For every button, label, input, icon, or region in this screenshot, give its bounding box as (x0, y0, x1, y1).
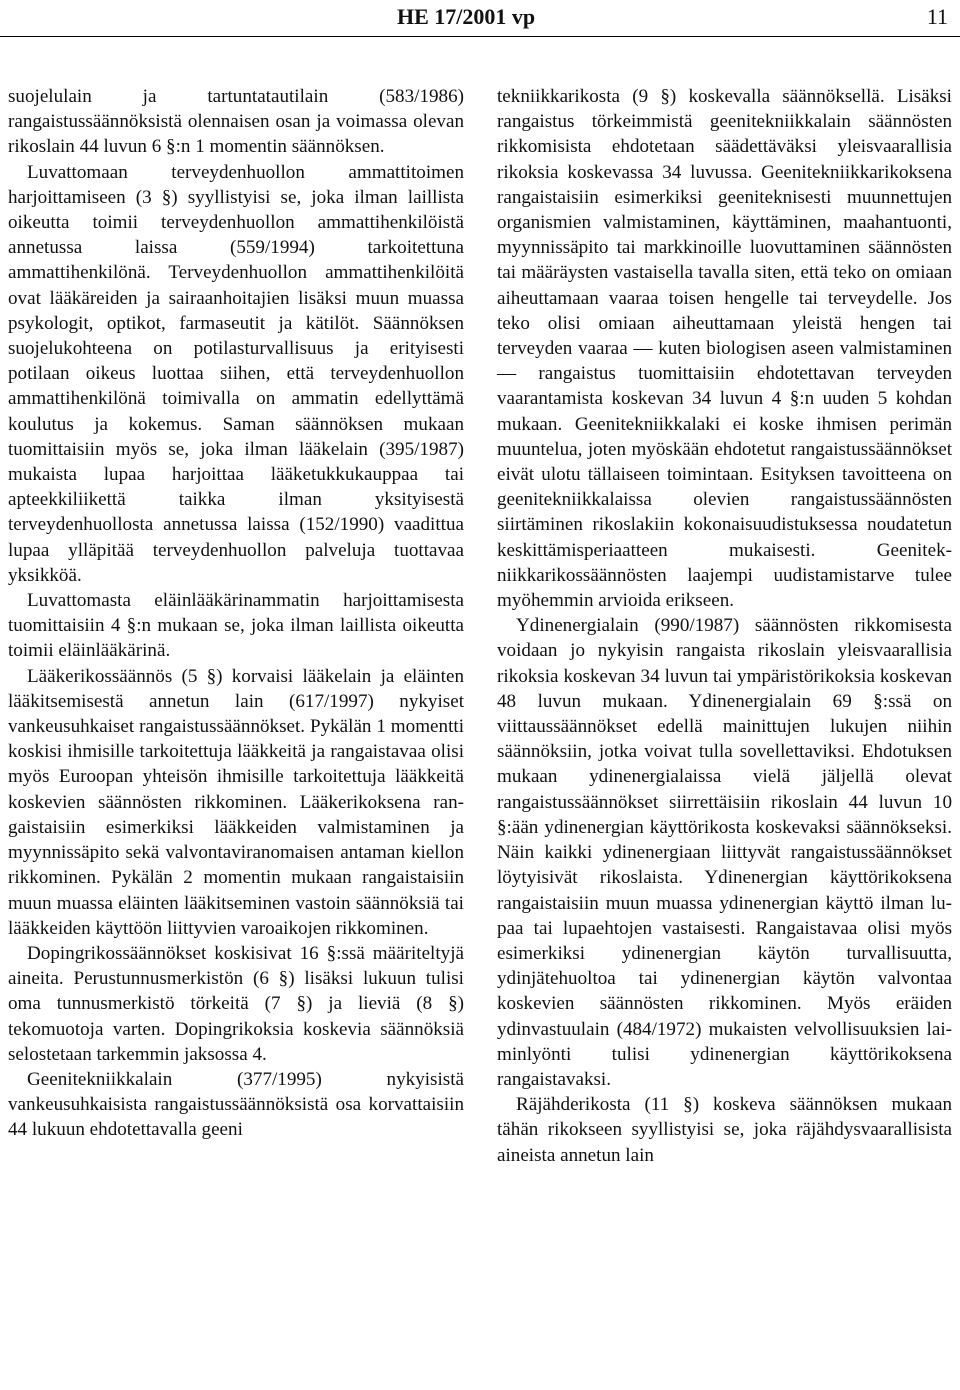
paragraph: Lääkerikossäännös (5 §) korvaisi lääkelain ja eläinten lääkitsemisestä annetun lain (617/1997) nykyiset vankeusuhkaiset rangaistussäännökset. Pykälän 1 momentti koskisi ihmisille tarkoitettuja lääkkeitä ja rangaistavaa olisi myös Euroopan yhteisön ihmisille tarkoitettuja lääkkeitä koskevien säännösten rikkominen. Lääkerikoksena rangaistaisiin esimerkiksi lääkkeiden valmistaminen ja myynnissäpito sekä valvontaviranomaisen antaman kiellon rikkominen. Pykälän 2 momentin mukaan rangaistaisiin muun muassa eläinten lääkitseminen vastoin säännöksiä tai lääkkeiden käyttöön liittyvien varoaikojen rikkominen. (8, 665, 464, 939)
left-column (8, 84, 464, 1143)
paragraph: suojelulain ja tartuntatautilain (583/1986) rangaistussäännöksistä olennaisen osan ja voimassa olevan rikoslain 44 luvun 6 §:n 1 momentin säännöksen. (8, 86, 464, 158)
right-column (497, 84, 952, 1168)
paragraph: Geenitekniikkalain (377/1995) nykyisistä vankeusuhkaisista rangaistussäännöksistä osa korvattaisiin 44 lukuun ehdotettavalla geeni (8, 1068, 464, 1141)
paragraph: Luvattomasta eläinlääkärinammatin harjoittamisesta tuomittaisiin 4 §:n mukaan se, joka ilman laillista oikeutta toimii eläinlääkärinä. (8, 590, 464, 662)
page-header (0, 0, 960, 36)
paragraph: Dopingrikossäännökset koskisivat 16 §:ssä määriteltyjä aineita. Perustunnusmerkistön (6 §) lisäksi lukuun tulisi oma tunnusmerkistö törkeitä (7 §) ja lieviä (8 §) tekomuotoja varten. Dopingrikoksia koskevia säännöksiä selostetaan tarkemmin jaksossa 4. (8, 942, 464, 1065)
paragraph: tekniikkarikosta (9 §) koskevalla säännöksellä. Lisäksi rangaistus törkeimmistä geenitekniikkalain säännösten rikkomisista ehdotetaan säädettäväksi yleisvaarallisia rikoksia koskevassa 34 luvussa. Geenitekniikkarikoksena rangaistaisiin esimerkiksi geeniteknisesti muunnettujen organismien valmistaminen, käyttäminen, maahantuonti, myynnissäpito tai markkinoille luovuttaminen säännösten tai määräysten vastaisella tavalla siten, että teko on omiaan aiheuttamaan vaaraa toisen hengelle tai terveydelle. Jos teko olisi omiaan aiheuttamaan yleistä hengen tai terveyden vaaraa — kuten biologisen aseen valmistaminen — rangaistus tuomittaisiin ehdotettavan terveyden vaarantamista koskevan 34 luvun 4 §:n uuden 5 kohdan mukaan. Geenitekniikkalaki ei koske ihmisen perimän muuntelua, joten myöskään ehdotetut rangaistussäännökset eivät ulotu tällaiseen toimintaan. Esityksen tavoitteena on geenitekniikkalaissa olevien rangaistussäännösten siirtäminen rikoslakiin kokonaisuudistuksessa noudatetun keskittämisperiaatteen mukaisesti. Geenitekniikkarikossäännösten laajempi uudistamistarve tulee myöhemmin arvioida erikseen. (497, 86, 952, 612)
document-id: HE 17/2001 vp (397, 4, 536, 29)
header-rule (0, 36, 960, 37)
paragraph: Räjähderikosta (11 §) koskeva säännöksen mukaan tähän rikokseen syyllistyisi se, joka räjähdysvaarallisista aineista annetun lain (497, 1094, 952, 1166)
paragraph: Luvattomaan terveydenhuollon ammattitoimen harjoittamiseen (3 §) syyllistyisi se, joka ilman laillista oikeutta toimii terveydenhuollon ammattihenkilöistä annetussa laissa (559/1994) tarkoitettuna ammattihenkilönä. Terveydenhuollon ammattihenkilöitä ovat lääkäreiden ja sairaanhoitajien lisäksi muun muassa psykologit, optikot, farmaseutit ja kätilöt. Säännöksen suojelukohteena on potilasturvallisuus ja erityisesti potilaan oikeus luottaa siihen, että terveydenhuollon ammattihenkilönä toimivalla on ammatin edellyttämä koulutus ja kokemus. Saman säännöksen mukaan tuomittaisiin myös se, joka ilman lääkelain (395/1987) mukaista lupaa harjoittaa lääketukkukauppaa tai apteekkiliikettä taikka ilman yksityisestä terveydenhuollosta annetussa laissa (152/1990) vaadittua lupaa ylläpitää terveydenhuollon palveluja tuottavaa yksikköä. (8, 161, 464, 586)
page-number: 11 (926, 4, 948, 29)
paragraph: Ydinenergialain (990/1987) säännösten rikkomisesta voidaan jo nykyisin rangaista rikoslain yleisvaarallisia rikoksia koskevan 34 luvun tai ympäristörikoksia koskevan 48 luvun mukaan. Ydinenergialain 69 §:ssä on viittaussäännökset edellä mainittujen lukujen niihin säännöksiin, jotka voivat tulla sovellettaviksi. Ehdotuksen mukaan ydinenergialaissa vielä jäljellä olevat rangaistussäännökset siirrettäisiin rikoslain 44 luvun 10 §:ään ydinenergian käyttörikosta koskevaksi säännökseksi. Näin kaikki ydinenergiaan liittyvät rangaistussäännökset löytyisivät rikoslaista. Ydinenergian käyttörikoksena rangaistaisiin muun muassa ydinenergian käyttö ilman lupaa tai lupaehtojen vastaisesti. Rangaistavaa olisi myös esimerkiksi ydinenergian käytön turvallisuutta, ydinjätehuoltoa tai ydinenergian käytön valvontaa koskevien säännösten rikkominen. Myös eräiden ydinvastuulain (484/1972) mukaisten velvollisuuksien laiminlyönti tulisi ydinenergian käyttörikoksena rangaistavaksi. (497, 615, 952, 1090)
